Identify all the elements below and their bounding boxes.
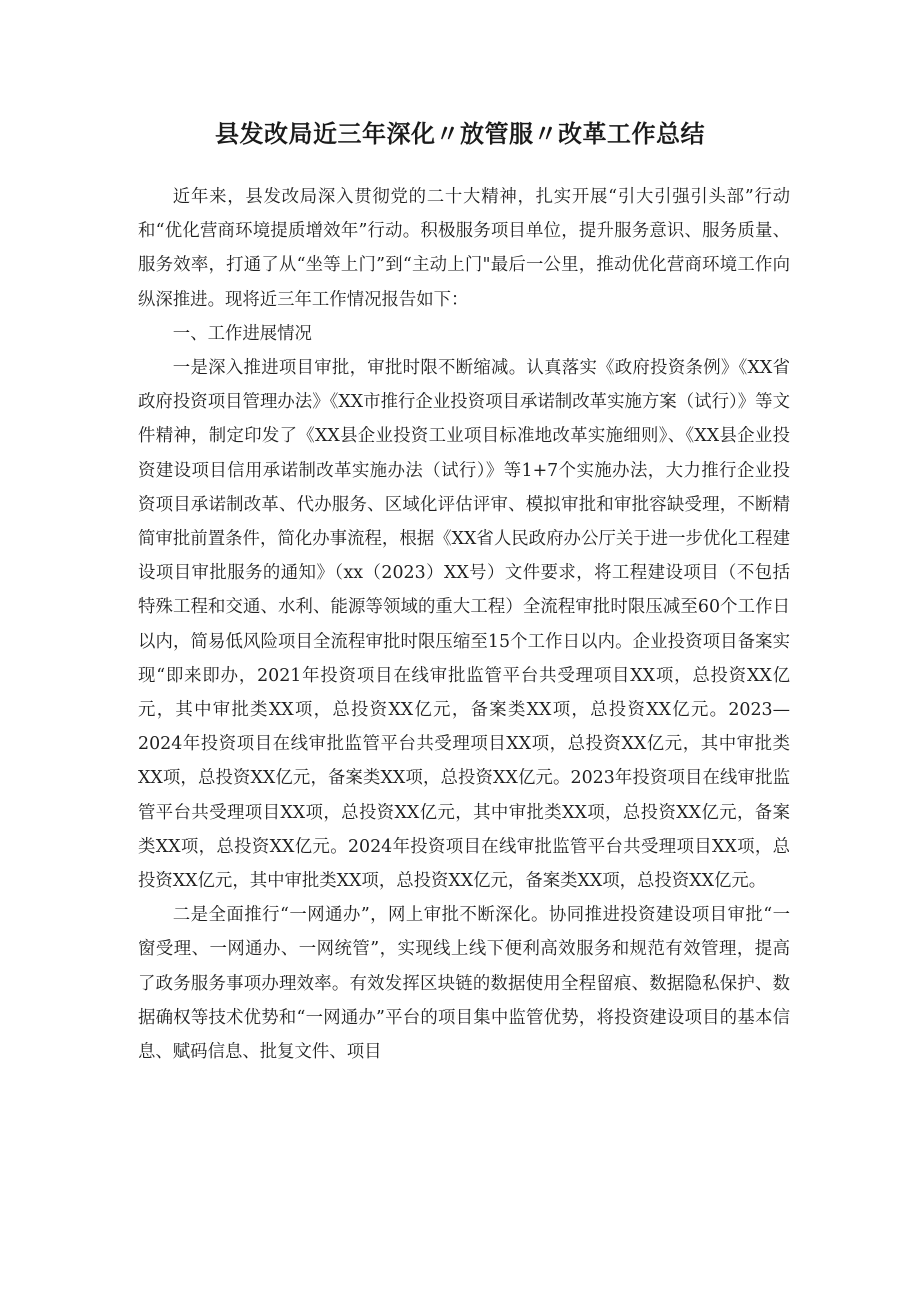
body-paragraph: 一是深入推进项目审批，审批时限不断缩减。认真落实《政府投资条例》《XX省政府投资项目管理办法》《XX市推行企业投资项目承诺制改革实施方案（试行）》等文件精神，制定印发了《XX县企业投资工业项目标准地改革实施细则》、《XX县企业投资建设项目信用承诺制改革实施办法（试行）》等1+7个实施办法，大力推行企业投资项目承诺制改革、代办服务、区域化评估评审、模拟审批和审批容缺受理，不断精简审批前置条件，简化办事流程，根据《XX省人民政府办公厅关于进一步优化工程建设项目审批服务的通知》（xx（2023）XX号）文件要求，将工程建设项目（不包括特殊工程和交通、水利、能源等领域的重大工程）全流程审批时限压减至60个工作日以内，简易低风险项目全流程审批时限压缩至15个工作日以内。企业投资项目备案实现“即来即办，2021年投资项目在线审批监管平台共受理项目XX项，总投资XX亿元，其中审批类XX项，总投资XX亿元，备案类XX项，总投资XX亿元。2023—2024年投资项目在线审批监管平台共受理项目XX项，总投资XX亿元，其中审批类XX项，总投资XX亿元，备案类XX项，总投资XX亿元。2023年投资项目在线审批监管平台共受理项目XX项，总投资XX亿元，其中审批类XX项，总投资XX亿元，备案类XX项，总投资XX亿元。2024年投资项目在线审批监管平台共受理项目XX项，总投资XX亿元，其中审批类XX项，总投资XX亿元，备案类XX项，总投资XX亿元。: [138, 358, 790, 892]
document-body: [138, 180, 790, 1069]
body-paragraph: 二是全面推行“一网通办”，网上审批不断深化。协同推进投资建设项目审批“一窗受理、一网通办、一网统管”，实现线上线下便利高效服务和规范有效管理，提高了政务服务事项办理效率。有效发挥区块链的数据使用全程留痕、数据隐私保护、数据确权等技术优势和“一网通办”平台的项目集中监管优势，将投资建设项目的基本信息、赋码信息、批复文件、项目: [138, 905, 790, 1063]
section-heading: 一、工作进展情况: [172, 323, 312, 344]
document-title: 县发改局近三年深化〃放管服〃改革工作总结: [215, 120, 705, 148]
intro-paragraph: 近年来，县发改局深入贯彻党的二十大精神，扎实开展“引大引强引头部”行动和“优化营商环境提质增效年”行动。积极服务项目单位，提升服务意识、服务质量、服务效率，打通了从“坐等上门”到“主动上门"最后一公里，推动优化营商环境工作向纵深推进。现将近三年工作情况报告如下：: [138, 187, 790, 310]
